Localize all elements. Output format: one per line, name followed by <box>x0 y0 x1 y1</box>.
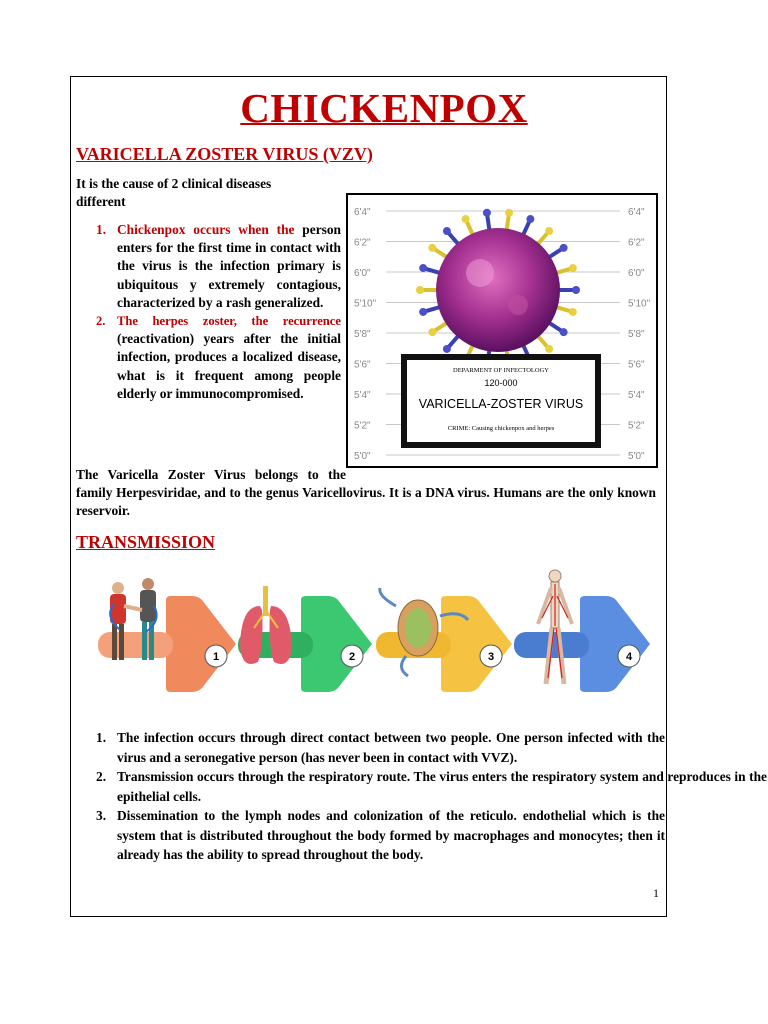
virus-spike-tip <box>428 244 436 252</box>
placard-number: 120-000 <box>484 378 518 388</box>
height-label: 5'8" <box>354 329 371 340</box>
height-label: 6'2" <box>354 237 371 249</box>
virus-spike-tip <box>545 227 553 235</box>
vzv-belongs-paragraph <box>76 466 656 521</box>
height-label: 5'10" <box>354 298 377 310</box>
height-label: 6'2" <box>628 237 645 249</box>
disease-list <box>96 221 341 403</box>
belongs-rest: family Herpesviridae, and to the genus Varicellovirus. It is a DNA virus. Humans are the only known reservoir. <box>76 485 656 519</box>
body-circulation-icon <box>538 570 572 684</box>
step-2-arrow <box>238 586 372 692</box>
virus-spike-tip <box>526 215 534 223</box>
list-text: (reactivation) years after the initial infection, produces a localized disease, what is it frequent among people elderly or immunocompromised. <box>117 331 341 401</box>
virus-spike-tip <box>560 328 568 336</box>
height-label: 5'4" <box>628 390 645 401</box>
step-number: 3 <box>487 651 495 663</box>
transmission-heading: TRANSMISSION <box>76 532 216 552</box>
virus-icon <box>416 209 580 371</box>
placard-name: VARICELLA-ZOSTER VIRUS <box>418 397 584 411</box>
virus-spike-tip <box>505 209 513 217</box>
virus-mugshot-image <box>346 193 658 468</box>
transmission-steps-figure <box>96 566 656 706</box>
list-item <box>96 806 665 865</box>
height-label: 6'4" <box>354 207 371 218</box>
list-item <box>96 312 341 403</box>
virus-spike-tip <box>569 308 577 316</box>
height-label: 6'0" <box>354 268 371 279</box>
height-label: 5'0" <box>354 451 371 462</box>
vzv-intro: It is the cause of 2 clinical diseases different <box>76 176 272 210</box>
virus-spike-tip <box>483 209 491 217</box>
height-label: 5'6" <box>354 359 371 371</box>
height-label: 5'8" <box>628 329 645 340</box>
step-4-arrow <box>514 570 650 692</box>
height-label: 5'6" <box>628 359 645 371</box>
height-label: 5'4" <box>354 390 371 401</box>
placard-dept: DEPARMENT OF INFECTOLOGY <box>453 367 549 374</box>
list-text: Transmission occurs through the respiratory route. The virus enters the respiratory system and reproduces in the epithelial cells. <box>117 769 767 804</box>
virus-spike-tip <box>419 308 427 316</box>
height-label: 6'0" <box>628 268 645 279</box>
list-number: 1. <box>96 730 107 745</box>
list-text: Dissemination to the lymph nodes and colonization of the reticulo. endothelial which is the system that is distributed throughout the body formed by macrophages and monocytes; then it already has the ability to spread throughout the body. <box>117 808 665 862</box>
virus-spike-tip <box>569 264 577 272</box>
vzv-heading: VARICELLA ZOSTER VIRUS (VZV) <box>76 144 373 164</box>
placard-crime: CRIME: Causing chickenpox and herpes <box>447 425 555 432</box>
virus-spike-tip <box>443 345 451 353</box>
virus-spike-tip <box>560 244 568 252</box>
list-item <box>96 728 665 767</box>
step-number: 4 <box>625 651 633 663</box>
step-number: 2 <box>348 651 356 663</box>
virus-spike-tip <box>419 264 427 272</box>
list-number: 3. <box>96 808 107 823</box>
list-number: 2. <box>96 314 106 329</box>
virus-spike-tip <box>416 286 424 294</box>
page-title: CHICKENPOX <box>240 85 528 131</box>
list-text: person enters for the first time in contact with the virus is the infection primary is ubiquitous y extremely contagious, characterized by a rash generalized. <box>117 222 341 310</box>
list-item <box>96 767 767 806</box>
list-text: The infection occurs through direct contact between two people. One person infected with the virus and a seronegative person (has never been in contact with VVZ). <box>117 730 665 765</box>
height-label: 5'2" <box>628 420 645 432</box>
belongs-line-1: The Varicella Zoster Virus belongs to the <box>76 467 346 482</box>
transmission-list <box>96 728 768 865</box>
virus-spike-tip <box>462 215 470 223</box>
list-number: 1. <box>96 222 107 237</box>
virus-spike-tip <box>572 286 580 294</box>
height-label: 5'10" <box>628 298 651 310</box>
height-label: 5'2" <box>354 420 371 432</box>
list-number: 2. <box>96 769 107 784</box>
step-1-arrow <box>98 578 236 692</box>
virus-spike-tip <box>443 227 451 235</box>
page-number: 1 <box>653 886 659 900</box>
step-3-arrow <box>376 588 512 692</box>
step-number: 1 <box>212 651 220 663</box>
list-lead: Chickenpox occurs when the <box>117 222 295 237</box>
height-label: 6'4" <box>628 207 645 218</box>
list-lead: The herpes zoster, the recurrence <box>117 314 341 329</box>
virus-spike-tip <box>428 328 436 336</box>
virus-spike-tip <box>545 345 553 353</box>
list-item <box>96 221 341 312</box>
mugshot-illustration <box>348 195 656 466</box>
height-label: 5'0" <box>628 451 645 462</box>
